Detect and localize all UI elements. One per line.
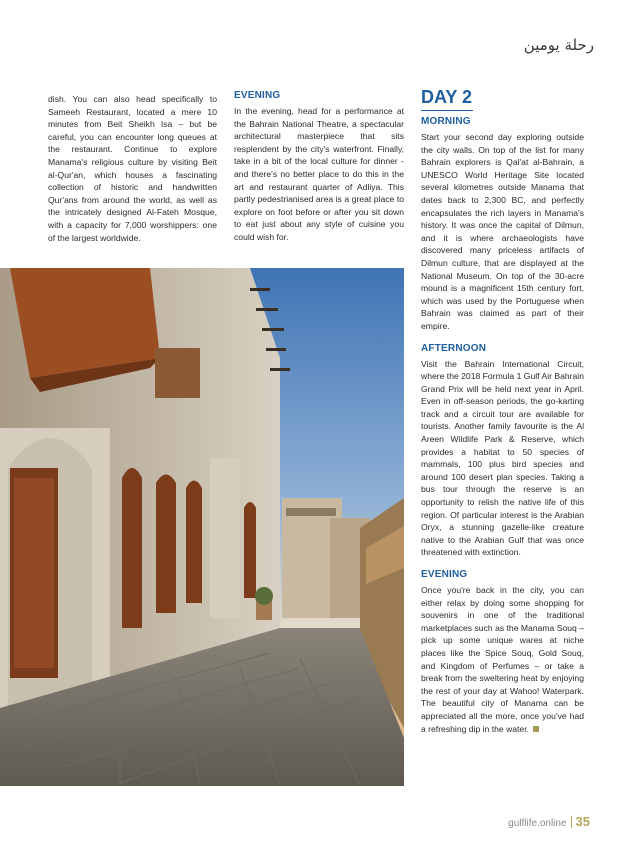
evening-heading: EVENING	[234, 90, 281, 101]
magazine-section-title: رحلة يومين	[523, 36, 594, 54]
page-footer	[508, 814, 590, 829]
day-2-title: DAY 2	[421, 87, 473, 107]
alley-photo	[0, 268, 404, 786]
article-column-1	[48, 93, 217, 244]
footer-website: gulflife.online	[508, 818, 567, 829]
afternoon-heading: AFTERNOON	[421, 342, 487, 354]
day-title-underline	[421, 110, 473, 111]
column-1-paragraph: dish. You can also head specifically to Sameeh Restaurant, located a mere 10 minutes from Beit Sheikh Isa – but be careful, you can encounter long queues at the restaurant. Continue to explore Manama's religious culture by visiting Beit al-Qur'an, which houses a fascinating collection of historic and handwritten Qur'ans from around the world, as well as the intricately designed Al-Fateh Mosque, with a capacity for 7,000 worshippers: one of the largest worldwide.	[48, 94, 217, 243]
afternoon-paragraph: Visit the Bahrain International Circuit, where the 2018 Formula 1 Gulf Air Bahrain Grand Prix will be held next year in April. Even in off-season periods, the go-karting track and a circuit tour are available for tourists. Another family favourite is the Al Areen Wildlife Park & Reserve, which provides a habitat to 50 species of mammals, 100 plus bird species and around 100 desert plan species. Taking a bus tour through the reserve is an opportunity to relish the native life of this region. Of particular interest is the Arabian Oryx, a stunning gazelle-like creature native to the Arabian Gulf that was once threatened with extinction.	[421, 358, 584, 558]
page-number: 35	[575, 814, 590, 829]
article-column-3	[421, 86, 584, 735]
morning-paragraph: Start your second day exploring outside the city walls. On top of the list for many Bahrain explorers is Qal'at al-Bahrain, a UNESCO World Heritage Site located several kilometres outside Manama that dates back to 2,300 BC, and perfectly encapsulates the rich layers in Manama's history. It was once the capital of Dilmun, and it is where archaeologists have discovered many priceless artifacts of Dilmun culture, that are displayed at the National Museum. On top of the 30-acre mound is a magnificent 15th century fort, which was used by the Portuguese when Bahrain was claimed as part of their empire.	[421, 132, 584, 331]
evening-paragraph-day2	[421, 584, 584, 735]
footer-divider	[571, 816, 572, 828]
morning-heading: MORNING	[421, 116, 471, 127]
column-2-paragraph: In the evening, head for a performance at the Bahrain National Theatre, a spectacular architectural masterpiece that sits resplendent by the city's waterfront. Finally, take in a bit of the local culture for dinner - and there's no better place to do this in the art and restaurant quarter of Adliya. This partly pedestrianised area is a great place to explore on foot before or after you sit down to eat just about any style of cuisine you could wish for.	[234, 106, 404, 242]
article-end-mark	[533, 726, 539, 732]
article-column-2	[234, 89, 404, 244]
evening-heading-day2: EVENING	[421, 569, 468, 580]
evening-text: Once you're back in the city, you can either relax by doing some shopping for souvenirs in one of the traditional marketplaces such as the Manama Souq – pick up some unique wares at niche places like the Spice Souq, Gold Souq, and Kingdom of Perfumes – or take a break from the sweltering heat by enjoying the rest of your day at Wahoo! Waterpark. The beautiful city of Manama can be appreciated all the more, once you've had a refreshing dip in the water.	[421, 585, 584, 734]
